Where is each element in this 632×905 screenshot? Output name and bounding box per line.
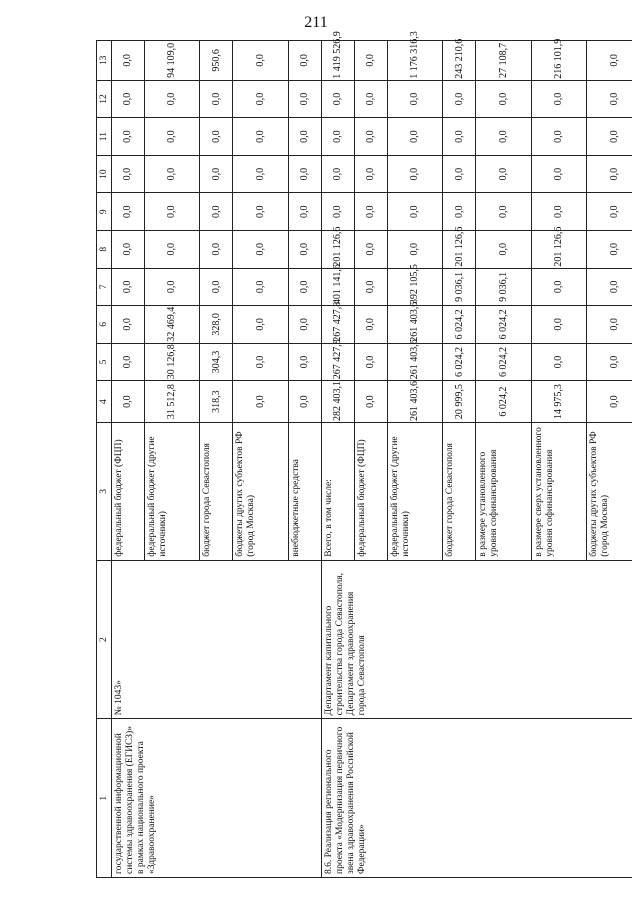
value-cell: 0,0 (321, 155, 354, 193)
value-cell: 30 126,8 (144, 343, 200, 381)
value-cell: 282 403,1 (321, 381, 354, 423)
value-cell: 0,0 (288, 118, 321, 156)
value-cell: 9 036,1 (443, 268, 476, 306)
value-cell: 0,0 (288, 80, 321, 118)
value-cell: 0,0 (531, 193, 587, 231)
value-cell: 0,0 (288, 193, 321, 231)
value-cell: 0,0 (200, 80, 233, 118)
value-cell: 0,0 (354, 306, 387, 344)
header-cell: 11 (97, 118, 112, 156)
value-cell: 0,0 (233, 155, 289, 193)
value-cell: 0,0 (233, 193, 289, 231)
funding-source-cell: федеральный бюджет (другие источники) (387, 423, 443, 561)
value-cell: 0,0 (354, 231, 387, 269)
value-cell: 0,0 (587, 80, 632, 118)
value-cell: 0,0 (200, 155, 233, 193)
value-cell: 401 141,6 (321, 268, 354, 306)
value-cell: 0,0 (200, 231, 233, 269)
value-cell: 0,0 (321, 193, 354, 231)
value-cell: 392 105,5 (387, 268, 443, 306)
value-cell: 0,0 (112, 231, 145, 269)
value-cell: 0,0 (288, 155, 321, 193)
value-cell: 0,0 (476, 80, 532, 118)
header-cell: 4 (97, 381, 112, 423)
value-cell: 0,0 (354, 343, 387, 381)
funding-source-cell: в размере сверх установленного уровня софинансирования (531, 423, 587, 561)
value-cell: 0,0 (233, 80, 289, 118)
value-cell: 950,6 (200, 41, 233, 81)
value-cell: 0,0 (288, 381, 321, 423)
value-cell: 0,0 (233, 41, 289, 81)
header-row (97, 41, 112, 878)
executor-cell: Департамент капитального строительства города Севастополя, Департамент здравоохранения города Севастополя (321, 560, 632, 719)
value-cell: 0,0 (144, 80, 200, 118)
table-row (321, 41, 354, 878)
value-cell: 14 975,3 (531, 381, 587, 423)
value-cell: 0,0 (587, 231, 632, 269)
value-cell: 0,0 (112, 343, 145, 381)
funding-source-cell: федеральный бюджет (ФЦП) (354, 423, 387, 561)
value-cell: 32 469,4 (144, 306, 200, 344)
value-cell: 261 403,6 (387, 306, 443, 344)
value-cell: 0,0 (144, 231, 200, 269)
funding-source-cell: бюджеты других субъектов РФ (город Москва) (233, 423, 289, 561)
value-cell: 0,0 (587, 41, 632, 81)
value-cell: 0,0 (112, 193, 145, 231)
header-cell: 10 (97, 155, 112, 193)
value-cell: 20 999,5 (443, 381, 476, 423)
funding-source-cell: бюджет города Севастополя (200, 423, 233, 561)
value-cell: 1 176 316,3 (387, 41, 443, 81)
value-cell: 0,0 (144, 193, 200, 231)
value-cell: 318,3 (200, 381, 233, 423)
value-cell: 0,0 (233, 118, 289, 156)
value-cell: 6 024,2 (476, 343, 532, 381)
value-cell: 0,0 (587, 155, 632, 193)
value-cell: 261 403,6 (387, 343, 443, 381)
header-cell: 13 (97, 41, 112, 81)
value-cell: 1 419 526,9 (321, 41, 354, 81)
value-cell: 216 101,9 (531, 41, 587, 81)
value-cell: 0,0 (587, 343, 632, 381)
funding-source-cell: в размере установленного уровня софинансирования (476, 423, 532, 561)
value-cell: 0,0 (531, 155, 587, 193)
table-body (112, 31, 632, 878)
header-cell: 9 (97, 193, 112, 231)
value-cell: 0,0 (387, 193, 443, 231)
value-cell: 0,0 (587, 193, 632, 231)
rotated-table-container (96, 31, 632, 878)
value-cell: 0,0 (233, 306, 289, 344)
project-name-cell: государственной информационной системы здравоохранения (ЕГИСЗ)» в рамках национального проекта «Здравоохранение» (112, 719, 322, 878)
funding-source-cell: внебюджетные средства (288, 423, 321, 561)
value-cell: 0,0 (288, 268, 321, 306)
value-cell: 31 512,8 (144, 381, 200, 423)
value-cell: 0,0 (476, 231, 532, 269)
value-cell: 0,0 (587, 306, 632, 344)
value-cell: 0,0 (112, 306, 145, 344)
value-cell: 0,0 (233, 381, 289, 423)
value-cell: 0,0 (387, 118, 443, 156)
value-cell: 304,3 (200, 343, 233, 381)
value-cell: 0,0 (144, 155, 200, 193)
value-cell: 0,0 (443, 193, 476, 231)
project-name-cell: 8.6. Реализация регионального проекта «Модернизация первичного звена здравоохранения Российской Федерации» (321, 719, 632, 878)
value-cell: 0,0 (144, 268, 200, 306)
header-cell: 12 (97, 80, 112, 118)
value-cell: 0,0 (531, 268, 587, 306)
value-cell: 0,0 (321, 118, 354, 156)
funding-source-cell: Всего, в том числе: (321, 423, 354, 561)
budget-table (96, 31, 632, 878)
value-cell: 0,0 (387, 80, 443, 118)
value-cell: 0,0 (443, 80, 476, 118)
value-cell: 261 403,6 (387, 381, 443, 423)
value-cell: 0,0 (144, 118, 200, 156)
value-cell: 0,0 (354, 155, 387, 193)
funding-source-cell: бюджеты других субъектов РФ (город Москва) (587, 423, 632, 561)
value-cell: 0,0 (476, 118, 532, 156)
value-cell: 0,0 (354, 80, 387, 118)
value-cell: 0,0 (200, 193, 233, 231)
value-cell: 267 427,8 (321, 306, 354, 344)
header-cell: 7 (97, 268, 112, 306)
value-cell: 27 108,7 (476, 41, 532, 81)
funding-source-cell: бюджет города Севастополя (443, 423, 476, 561)
value-cell: 328,0 (200, 306, 233, 344)
executor-cell: № 1043» (112, 560, 322, 719)
value-cell: 0,0 (354, 41, 387, 81)
value-cell: 0,0 (476, 155, 532, 193)
header-cell: 5 (97, 343, 112, 381)
value-cell: 0,0 (288, 231, 321, 269)
value-cell: 0,0 (531, 343, 587, 381)
value-cell: 0,0 (354, 193, 387, 231)
value-cell: 267 427,8 (321, 343, 354, 381)
value-cell: 6 024,2 (443, 306, 476, 344)
value-cell: 6 024,2 (476, 306, 532, 344)
funding-source-cell: федеральный бюджет (другие источники) (144, 423, 200, 561)
value-cell: 0,0 (476, 193, 532, 231)
value-cell: 0,0 (321, 80, 354, 118)
value-cell: 0,0 (112, 41, 145, 81)
value-cell: 0,0 (200, 118, 233, 156)
value-cell: 0,0 (233, 268, 289, 306)
table-row (112, 41, 145, 878)
value-cell: 0,0 (112, 155, 145, 193)
value-cell: 0,0 (112, 268, 145, 306)
value-cell: 0,0 (443, 118, 476, 156)
header-cell: 2 (97, 560, 112, 719)
value-cell: 6 024,2 (443, 343, 476, 381)
value-cell: 9 036,1 (476, 268, 532, 306)
value-cell: 0,0 (112, 118, 145, 156)
value-cell: 94 109,0 (144, 41, 200, 81)
value-cell: 0,0 (112, 80, 145, 118)
value-cell: 0,0 (387, 231, 443, 269)
value-cell: 0,0 (587, 268, 632, 306)
value-cell: 201 126,6 (443, 231, 476, 269)
value-cell: 0,0 (233, 343, 289, 381)
value-cell: 0,0 (288, 41, 321, 81)
value-cell: 0,0 (200, 268, 233, 306)
value-cell: 0,0 (112, 381, 145, 423)
value-cell: 0,0 (354, 268, 387, 306)
value-cell: 201 126,6 (531, 231, 587, 269)
value-cell: 0,0 (587, 118, 632, 156)
value-cell: 6 024,2 (476, 381, 532, 423)
value-cell: 0,0 (387, 155, 443, 193)
header-cell: 1 (97, 719, 112, 878)
value-cell: 243 210,6 (443, 41, 476, 81)
value-cell: 0,0 (354, 118, 387, 156)
value-cell: 0,0 (531, 118, 587, 156)
page-number: 211 (304, 14, 328, 31)
funding-source-cell: федеральный бюджет (ФЦП) (112, 423, 145, 561)
value-cell: 0,0 (587, 381, 632, 423)
value-cell: 0,0 (288, 306, 321, 344)
value-cell: 0,0 (288, 343, 321, 381)
value-cell: 0,0 (233, 231, 289, 269)
value-cell: 0,0 (354, 381, 387, 423)
value-cell: 0,0 (443, 155, 476, 193)
header-cell: 6 (97, 306, 112, 344)
value-cell: 0,0 (531, 80, 587, 118)
value-cell: 0,0 (531, 306, 587, 344)
header-cell: 3 (97, 423, 112, 561)
value-cell: 201 126,6 (321, 231, 354, 269)
header-cell: 8 (97, 231, 112, 269)
